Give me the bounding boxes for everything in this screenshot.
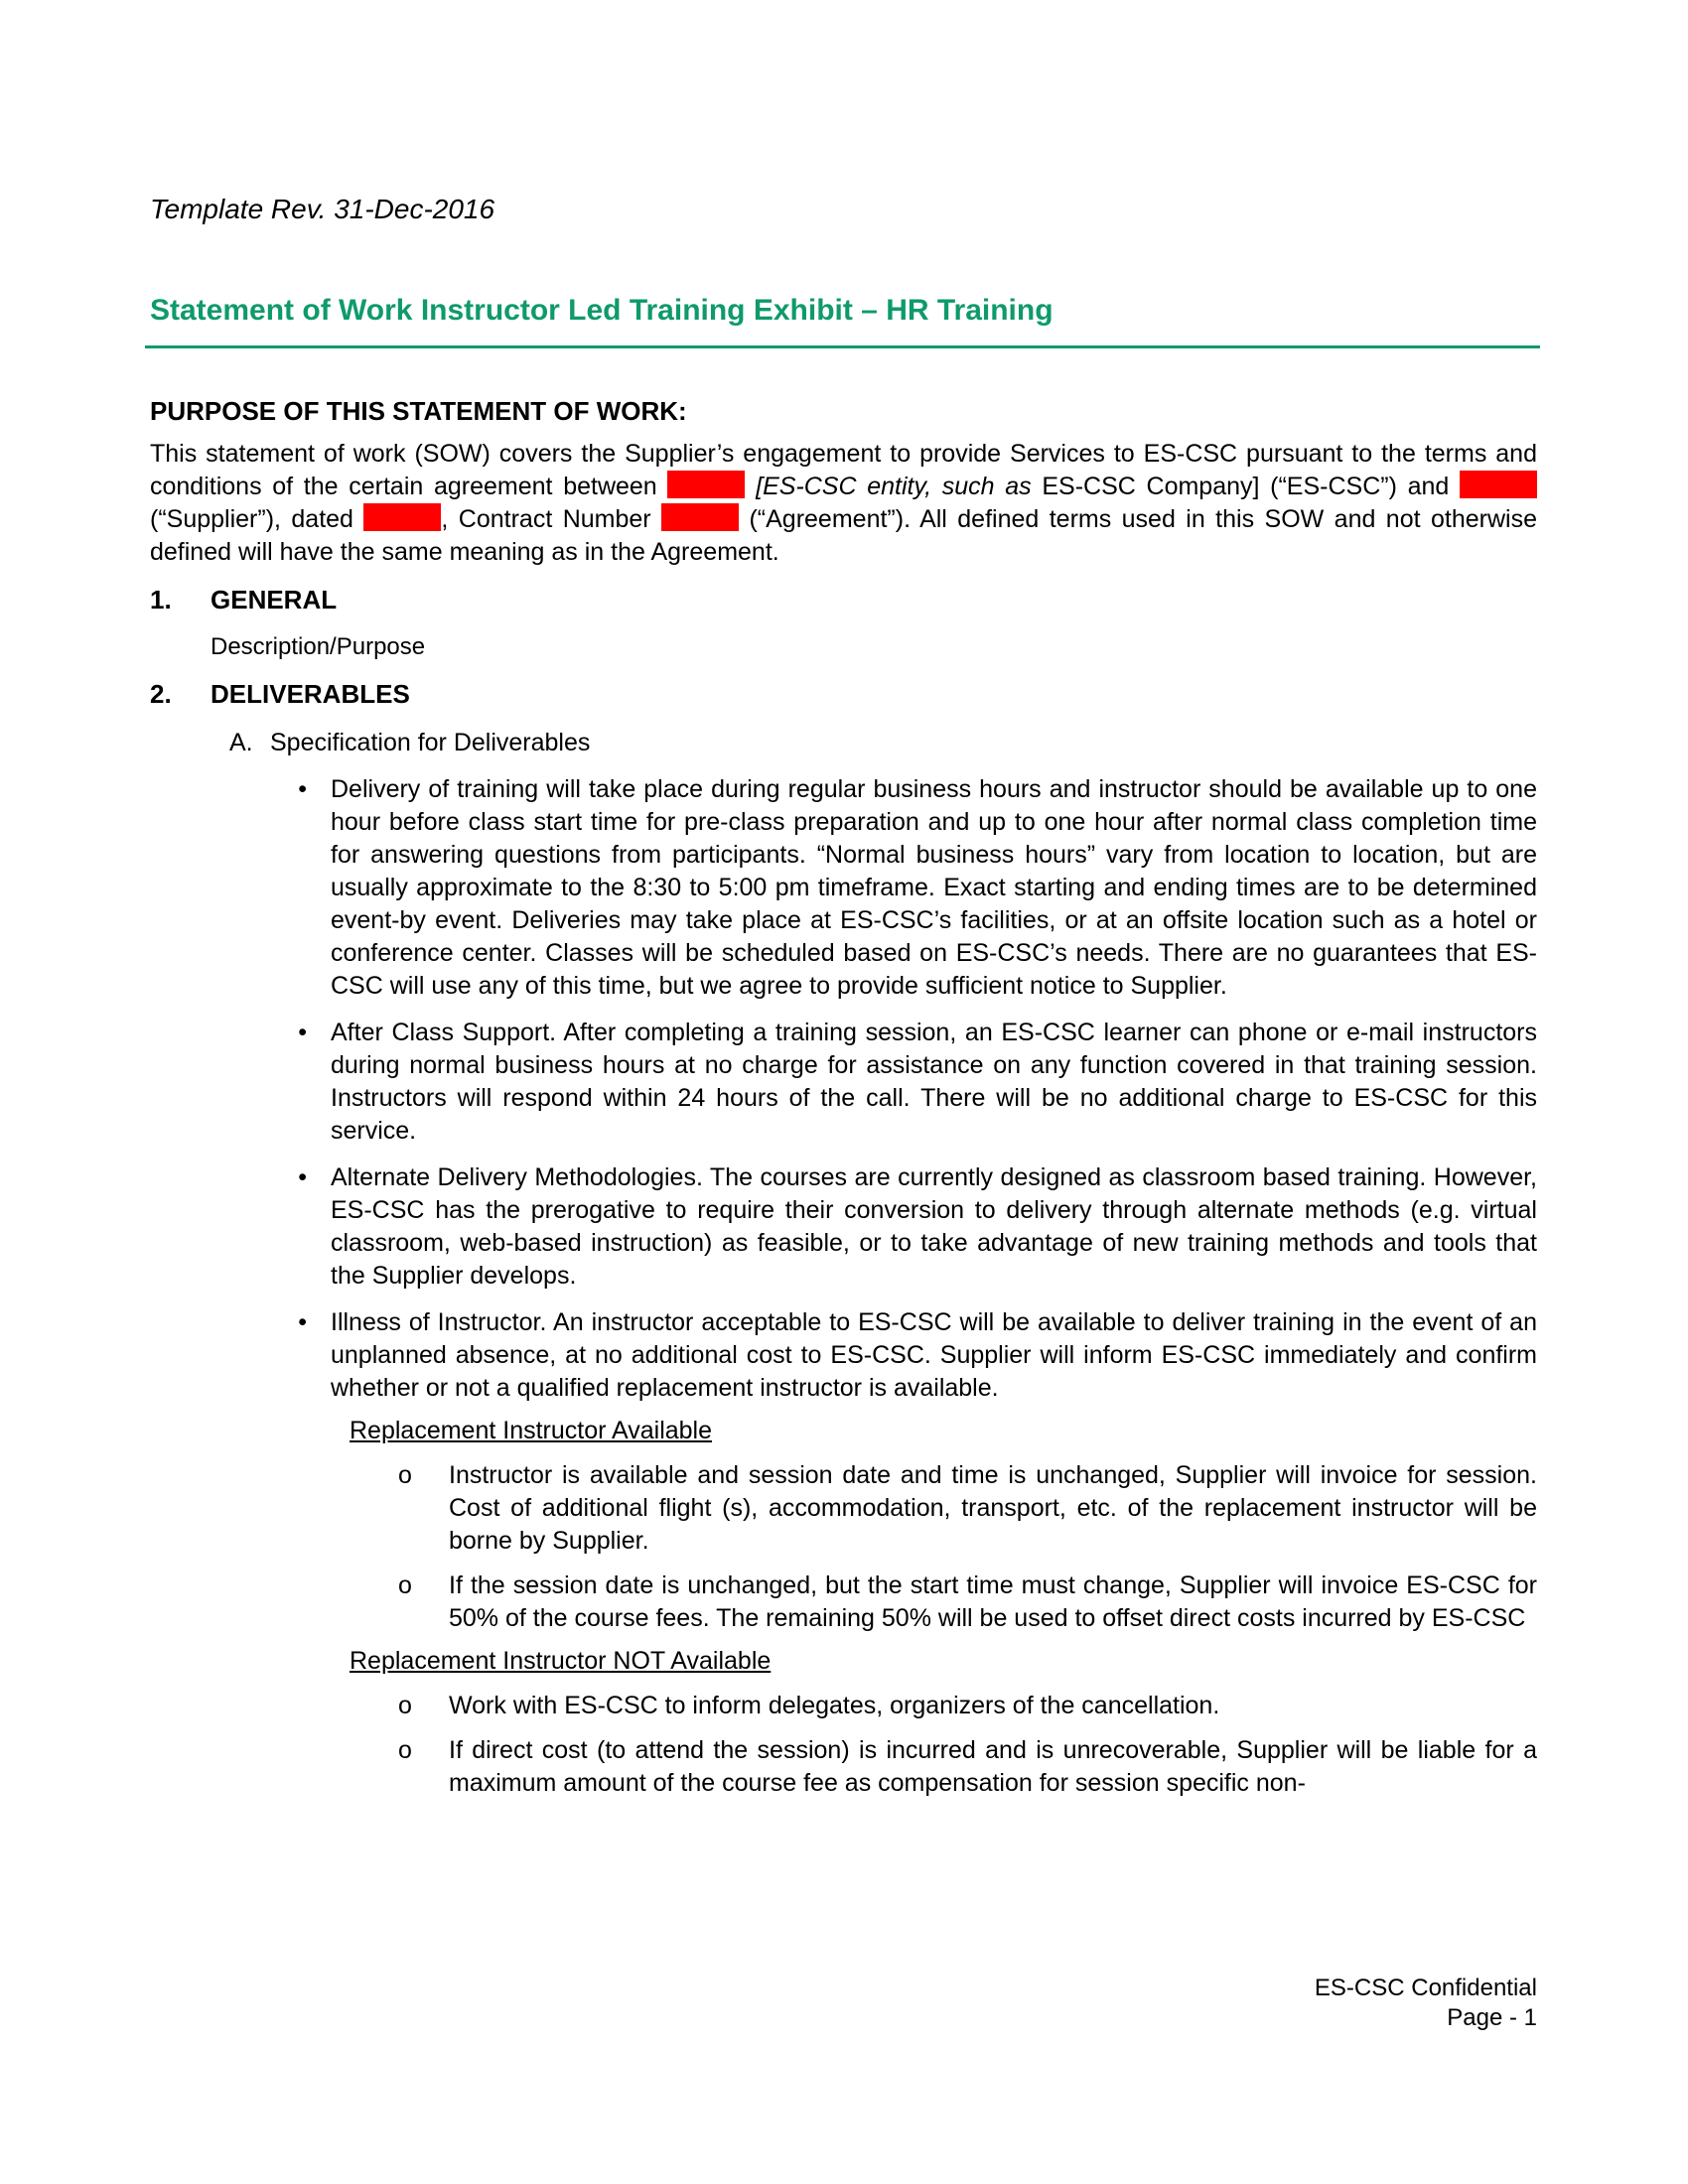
list-item	[150, 1690, 1537, 1722]
circle-marker: o	[398, 1692, 412, 1719]
subsection-heading: Specification for Deliverables	[270, 729, 591, 756]
purpose-text-entity: [ES-CSC entity, such as	[756, 473, 1032, 500]
page-number: Page - 1	[1447, 2004, 1537, 2031]
list-item	[150, 1017, 1537, 1148]
purpose-text-4: (“Supplier”), dated	[150, 505, 364, 533]
section-heading: DELIVERABLES	[211, 679, 410, 709]
bullet-marker: •	[298, 775, 307, 803]
replacement-not-available-list	[150, 1690, 1537, 1800]
replacement-available-list	[150, 1459, 1537, 1635]
document-body	[150, 395, 1537, 1800]
list-item	[150, 1306, 1537, 1405]
bullet-text: After Class Support. After completing a training session, an ES-CSC learner can phone or e-mail instructors during normal business hours at no charge for assistance on any function covered in that training session. Instructors will respond within 24 hours of the call. There will be no additional charge to ES-CSC for this service.	[331, 1019, 1537, 1145]
circle-marker: o	[398, 1571, 412, 1599]
confidential-label: ES-CSC Confidential	[1314, 1975, 1537, 2001]
bullet-marker: •	[298, 1163, 307, 1191]
list-item	[150, 1459, 1537, 1558]
deliverables-bullet-list	[150, 773, 1537, 1405]
subsection-specification	[229, 727, 1537, 759]
list-item	[150, 773, 1537, 1003]
general-description: Description/Purpose	[211, 633, 426, 660]
list-item	[150, 1161, 1537, 1293]
section-general	[150, 583, 1537, 616]
purpose-paragraph	[150, 438, 1537, 569]
replacement-not-available-heading: Replacement Instructor NOT Available	[350, 1647, 772, 1675]
list-item-text: Work with ES-CSC to inform delegates, organizers of the cancellation.	[449, 1692, 1220, 1719]
document-title: Statement of Work Instructor Led Training Exhibit – HR Training	[150, 294, 1054, 327]
purpose-heading: PURPOSE OF THIS STATEMENT OF WORK:	[150, 396, 687, 426]
purpose-text-6: (“Agreement”). All defined terms used in this SOW and not otherwise defined will have the same meaning as in the Agreement.	[150, 505, 1537, 566]
redaction-box	[661, 503, 739, 531]
bullet-marker: •	[298, 1308, 307, 1336]
section-deliverables	[150, 677, 1537, 711]
purpose-text-1: This statement of work (SOW) covers the Supplier’s engagement to provide Services to ES-CSC pursuant to the terms and conditions of the certain agreement between	[150, 440, 1537, 500]
circle-marker: o	[398, 1736, 412, 1764]
section-number: 2.	[150, 679, 172, 709]
redaction-box	[363, 503, 441, 531]
title-divider	[145, 345, 1540, 348]
bullet-text: Delivery of training will take place during regular business hours and instructor should be available up to one hour before class start time for pre-class preparation and up to one hour after normal class completion time for answering questions from participants. “Normal business hours” vary from location to location, but are usually approximate to the 8:30 to 5:00 pm timeframe. Exact starting and ending times are to be determined event-by event. Deliveries may take place at ES-CSC’s facilities, or at an offsite location such as a hotel or conference center. Classes will be scheduled based on ES-CSC’s needs. There are no guarantees that ES-CSC will use any of this time, but we agree to provide sufficient notice to Supplier.	[331, 775, 1537, 1000]
list-item	[150, 1734, 1537, 1800]
circle-marker: o	[398, 1461, 412, 1489]
redaction-box	[1460, 471, 1537, 498]
purpose-text-3: ES-CSC Company] (“ES-CSC”) and	[1031, 473, 1461, 500]
list-item-text: If direct cost (to attend the session) is incurred and is unrecoverable, Supplier will be liable for a maximum amount of the course fee as compensation for session specific non-	[449, 1736, 1537, 1797]
bullet-text: Alternate Delivery Methodologies. The courses are currently designed as classroom based training. However, ES-CSC has the prerogative to require their conversion to delivery through alternate methods (e.g. virtual classroom, web-based instruction) as feasible, or to take advantage of new training methods and tools that the Supplier develops.	[331, 1163, 1537, 1290]
purpose-text-5: , Contract Number	[441, 505, 662, 533]
template-revision: Template Rev. 31-Dec-2016	[150, 194, 495, 224]
list-item-text: If the session date is unchanged, but the start time must change, Supplier will invoice ES-CSC for 50% of the course fees. The remaining 50% will be used to offset direct costs incurred by ES-CSC	[449, 1571, 1537, 1632]
bullet-text: Illness of Instructor. An instructor acceptable to ES-CSC will be available to deliver training in the event of an unplanned absence, at no additional cost to ES-CSC. Supplier will inform ES-CSC immediately and confirm whether or not a qualified replacement instructor is available.	[331, 1308, 1537, 1402]
list-item-text: Instructor is available and session date and time is unchanged, Supplier will invoice for session. Cost of additional flight (s), accommodation, transport, etc. of the replacement instructor will be borne by Supplier.	[449, 1461, 1537, 1555]
replacement-available-heading: Replacement Instructor Available	[350, 1417, 713, 1444]
page-footer	[1140, 1974, 1537, 2033]
redaction-box	[667, 471, 745, 498]
bullet-marker: •	[298, 1019, 307, 1046]
section-number: 1.	[150, 585, 172, 614]
subsection-letter: A.	[229, 729, 253, 756]
list-item	[150, 1570, 1537, 1635]
section-heading: GENERAL	[211, 585, 338, 614]
